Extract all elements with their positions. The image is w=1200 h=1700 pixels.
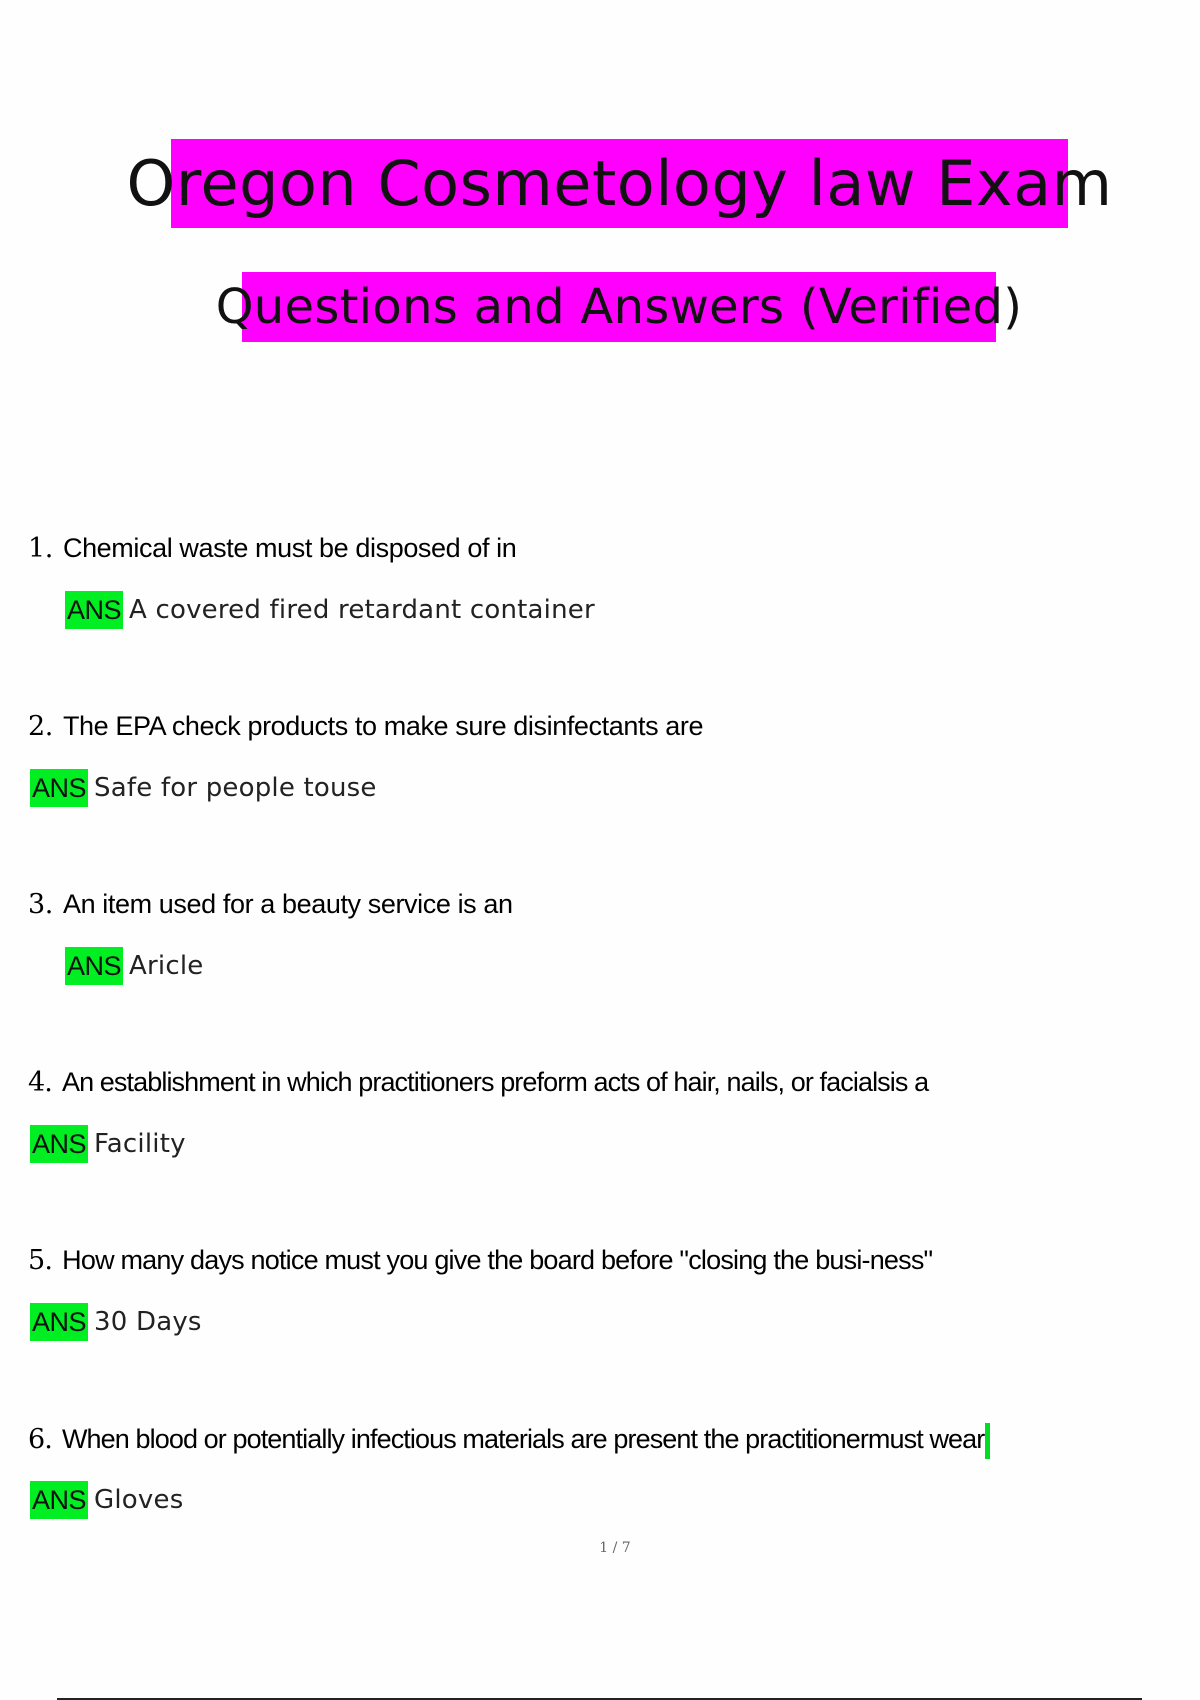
question-text: The EPA check products to make sure disinfectants are: [62, 711, 704, 741]
question-2: [28, 711, 703, 742]
answer-3: [65, 947, 203, 985]
answer-text: A covered fired retardant container: [129, 595, 595, 625]
document-subtitle: Questions and Answers (Verified): [242, 272, 996, 342]
highlight-mark: [985, 1423, 990, 1459]
question-number: 5.: [28, 1245, 53, 1276]
answer-text: Facility: [94, 1129, 186, 1159]
question-text: Chemical waste must be disposed of in: [62, 533, 517, 563]
answer-label: ANS: [30, 769, 88, 807]
answer-label: ANS: [65, 591, 123, 629]
question-6: [28, 1423, 990, 1459]
question-5: [28, 1245, 932, 1276]
question-number: 3.: [28, 889, 53, 920]
page-number: 1 / 7: [599, 1540, 631, 1556]
answer-text: Safe for people touse: [94, 773, 377, 803]
answer-text: 30 Days: [94, 1307, 202, 1337]
question-3: [28, 889, 513, 920]
question-number: 2.: [28, 711, 53, 742]
answer-5: [30, 1303, 202, 1341]
question-text: An establishment in which practitioners preform acts of hair, nails, or facialsis a: [61, 1067, 929, 1097]
question-number: 4.: [28, 1067, 52, 1098]
answer-label: ANS: [30, 1303, 88, 1341]
answer-label: ANS: [65, 947, 123, 985]
question-text: When blood or potentially infectious materials are present the practitionermust wear: [61, 1424, 985, 1455]
answer-6: [30, 1481, 183, 1519]
question-number: 6.: [28, 1424, 52, 1456]
question-text: An item used for a beauty service is an: [62, 889, 513, 919]
document-title: Oregon Cosmetology law Exam: [171, 139, 1068, 228]
question-1: [28, 533, 516, 564]
answer-label: ANS: [30, 1481, 88, 1519]
answer-label: ANS: [30, 1125, 88, 1163]
answer-text: Aricle: [129, 951, 204, 981]
answer-4: [30, 1125, 186, 1163]
answer-2: [30, 769, 377, 807]
question-text: How many days notice must you give the board before "closing the busi-ness": [62, 1245, 933, 1275]
question-4: [28, 1067, 928, 1098]
answer-1: [65, 591, 595, 629]
answer-text: Gloves: [94, 1485, 184, 1515]
question-number: 1.: [28, 533, 53, 564]
